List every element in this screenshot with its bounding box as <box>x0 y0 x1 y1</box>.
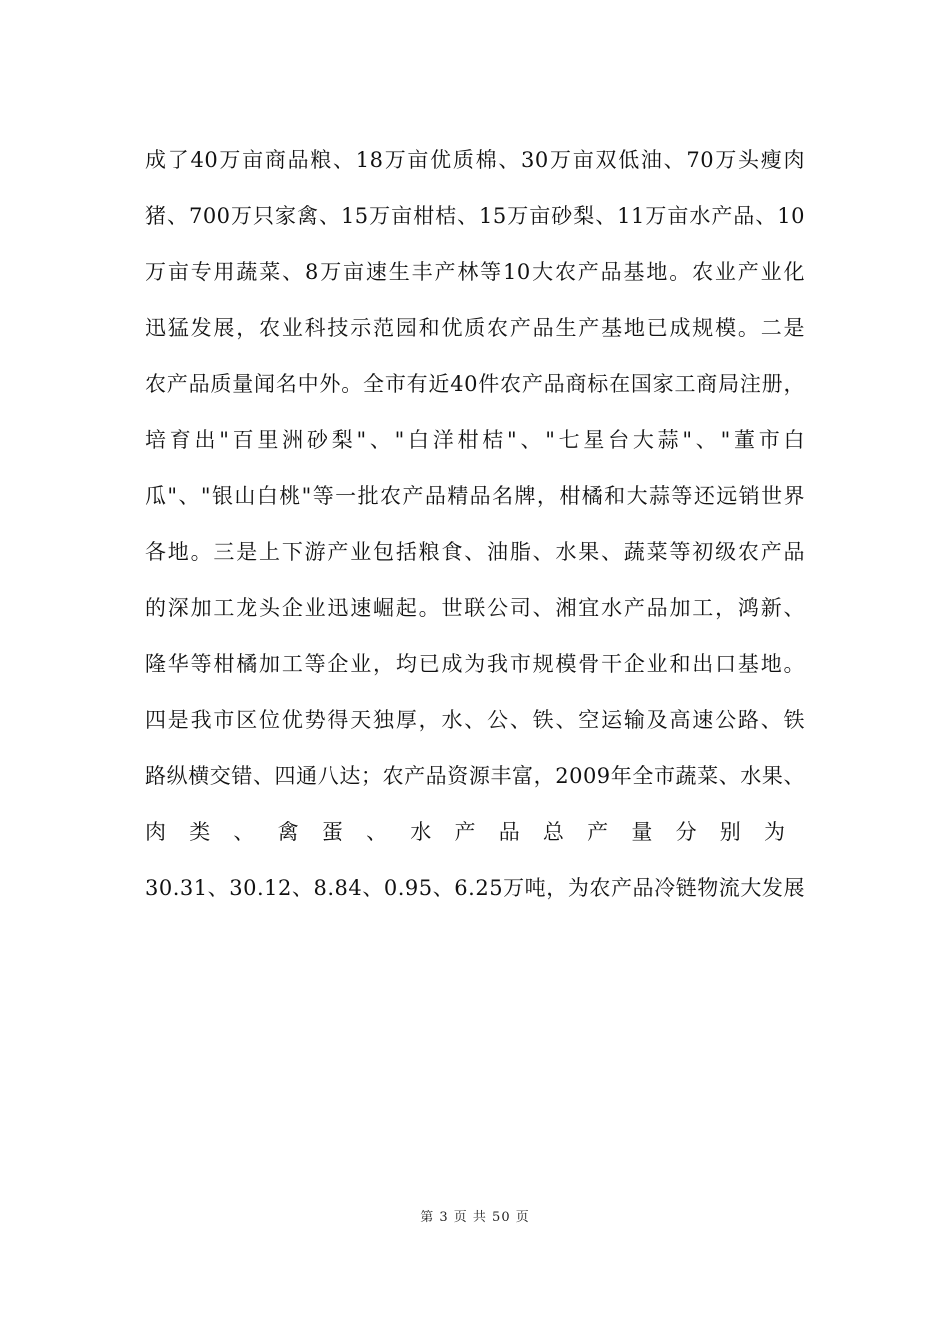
text-line: 成了40万亩商品粮、18万亩优质棉、30万亩双低油、70万头瘦肉 <box>145 148 805 172</box>
text-line: 培育出"百里洲砂梨"、"白洋柑桔"、"七星台大蒜"、"董市白 <box>145 428 805 452</box>
text-line: 瓜"、"银山白桃"等一批农产品精品名牌，柑橘和大蒜等还远销世界 <box>145 484 805 508</box>
text-line: 农产品质量闻名中外。全市有近40件农产品商标在国家工商局注册， <box>145 372 805 396</box>
text-line: 猪、700万只家禽、15万亩柑桔、15万亩砂梨、11万亩水产品、10 <box>145 204 805 228</box>
text-line: 的深加工龙头企业迅速崛起。世联公司、湘宜水产品加工，鸿新、 <box>145 596 805 620</box>
text-line: 万亩专用蔬菜、8万亩速生丰产林等10大农产品基地。农业产业化 <box>145 260 805 284</box>
text-line: 路纵横交错、四通八达；农产品资源丰富，2009年全市蔬菜、水果、 <box>145 764 805 788</box>
text-line: 隆华等柑橘加工等企业，均已成为我市规模骨干企业和出口基地。 <box>145 652 805 676</box>
text-line: 四是我市区位优势得天独厚，水、公、铁、空运输及高速公路、铁 <box>145 708 805 732</box>
text-line: 各地。三是上下游产业包括粮食、油脂、水果、蔬菜等初级农产品 <box>145 540 805 564</box>
text-line: 肉类、禽蛋、水产品总产量分别为 <box>145 820 805 844</box>
text-line: 30.31、30.12、8.84、0.95、6.25万吨，为农产品冷链物流大发展 <box>145 876 805 900</box>
page-number-footer: 第 3 页 共 50 页 <box>420 1210 530 1225</box>
text-line: 迅猛发展，农业科技示范园和优质农产品生产基地已成规模。二是 <box>145 316 805 340</box>
body-text <box>145 132 805 916</box>
